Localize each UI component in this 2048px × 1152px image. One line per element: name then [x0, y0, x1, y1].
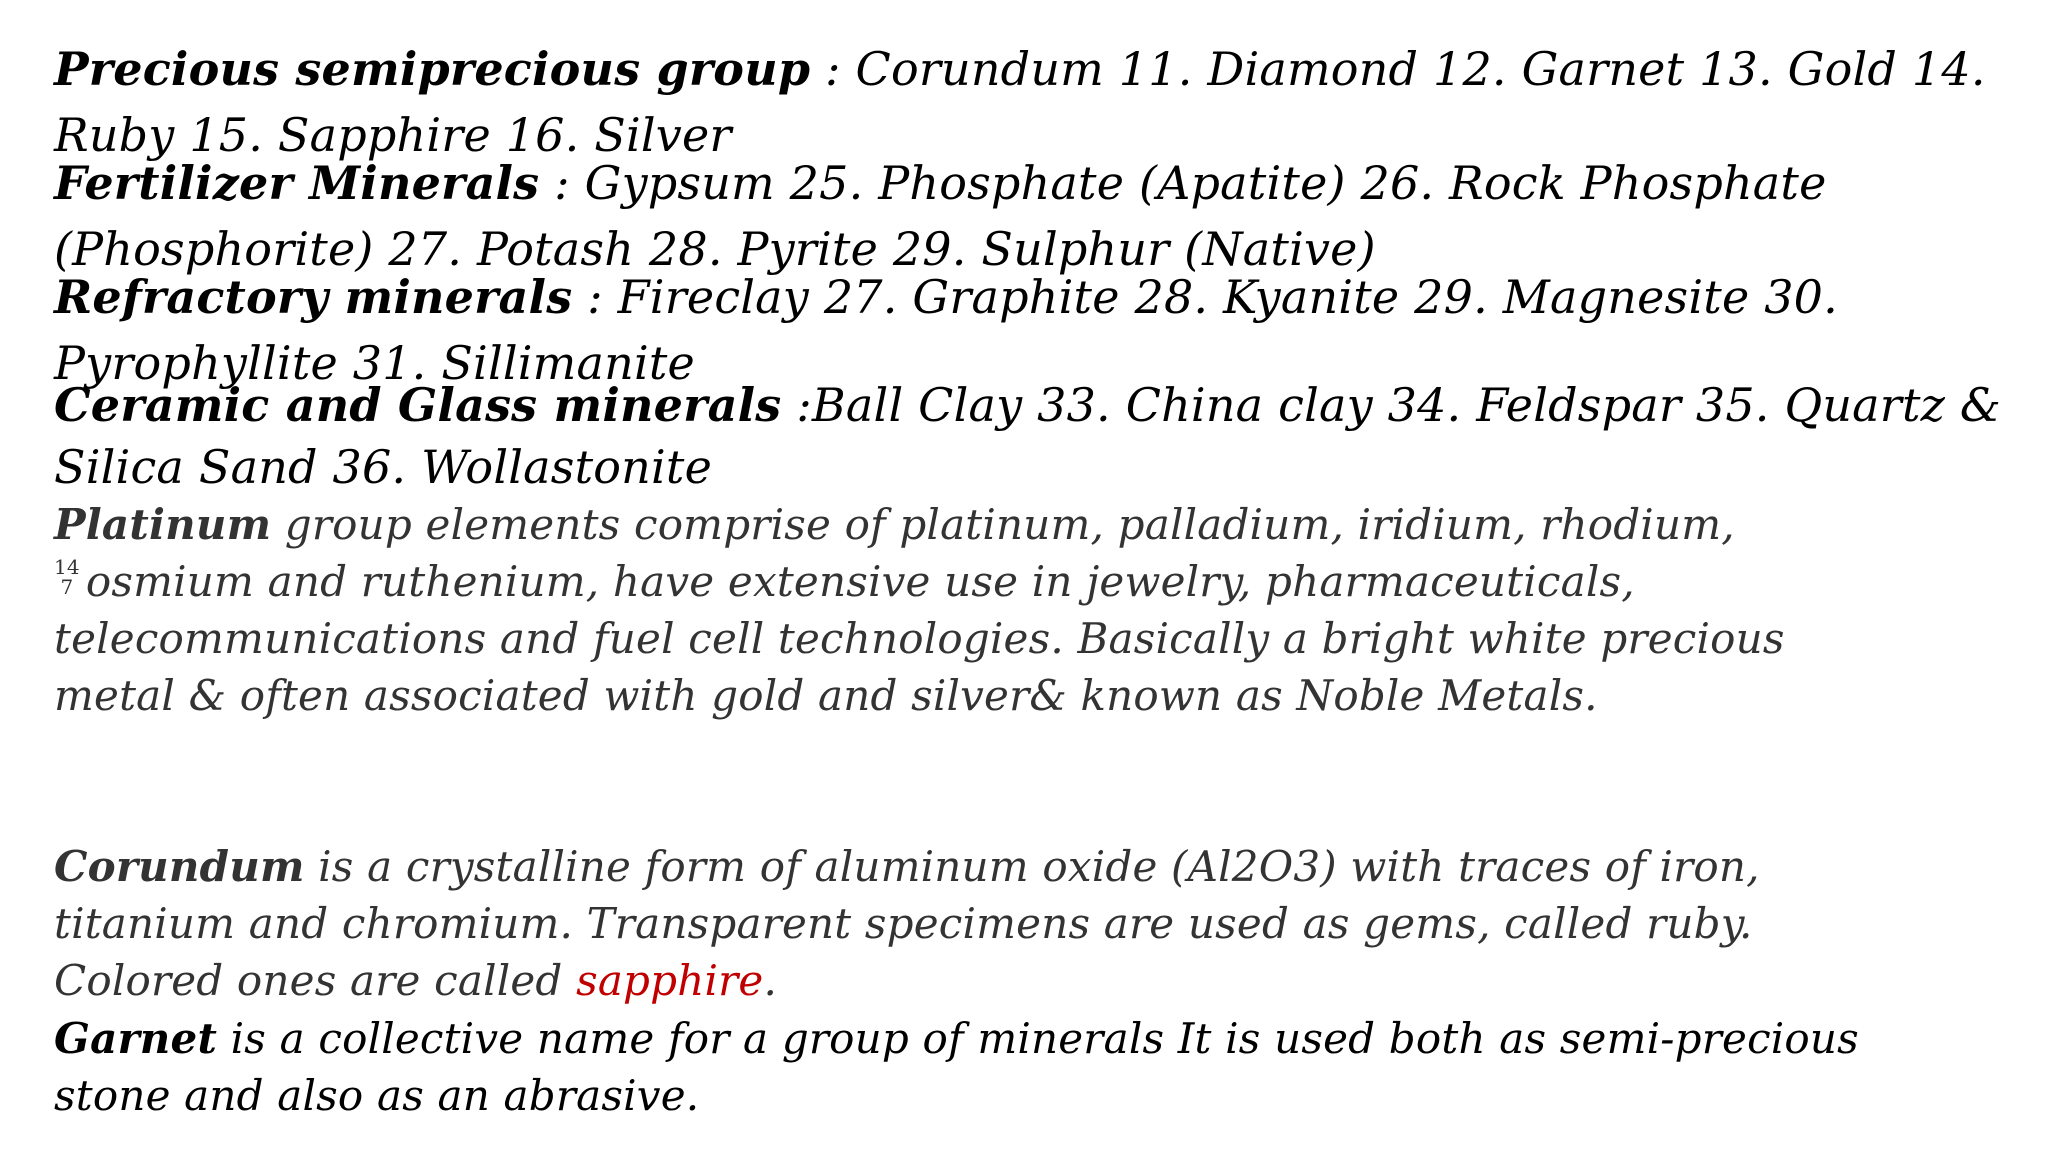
garnet-text: is a collective name for a group of minerals It is used both as semi-precious stone and also as an abrasive.: [54, 1014, 1859, 1120]
platinum-paragraph: [54, 496, 1904, 724]
corundum-paragraph: [54, 838, 1934, 1009]
platinum-term: Platinum: [54, 500, 272, 549]
corundum-text: is a crystalline form of aluminum oxide (Al2O3) with traces of iron, titanium and chromium. Transparent specimens are used as gems, called ruby. Colored ones are called: [54, 842, 1760, 1005]
group-precious-separator: :: [810, 42, 856, 96]
group-fertilizer-heading: Fertilizer Minerals: [54, 156, 540, 210]
group-refractory-separator: :: [572, 270, 618, 324]
sapphire-highlight: sapphire: [576, 956, 764, 1005]
group-fertilizer-items: Gypsum 25. Phosphate (Apatite) 26. Rock Phosphate (Phosphorite) 27. Potash 28. Pyrite 29. Sulphur (Native): [54, 156, 1827, 276]
group-precious-items: Corundum 11. Diamond 12. Garnet 13. Gold 14. Ruby 15. Sapphire 16. Silver: [54, 42, 1986, 162]
group-ceramic: [54, 374, 2014, 498]
group-refractory-items: Fireclay 27. Graphite 28. Kyanite 29. Magnesite 30. Pyrophyllite 31. Sillimanite: [54, 270, 1838, 390]
marker-bottom: 7: [60, 575, 74, 599]
corundum-term: Corundum: [54, 842, 305, 891]
group-fertilizer-separator: :: [539, 156, 585, 210]
nitrogen-isotope-marker: [54, 557, 80, 597]
group-ceramic-heading: Ceramic and Glass minerals: [54, 378, 782, 432]
platinum-text-rest: osmium and ruthenium, have extensive use in jewelry, pharmaceuticals, telecommunications and fuel cell technologies. Basically a bright white precious metal & often associated with gold and silver& known as Noble Metals.: [54, 557, 1785, 720]
group-ceramic-items: Ball Clay 33. China clay 34. Feldspar 35. Quartz & Silica Sand 36. Wollastonite: [54, 378, 2002, 494]
group-refractory-heading: Refractory minerals: [54, 270, 573, 324]
group-precious-heading: Precious semiprecious group: [54, 42, 811, 96]
group-precious: [54, 36, 2014, 168]
garnet-term: Garnet: [54, 1014, 218, 1063]
platinum-text-line1: group elements comprise of platinum, palladium, iridium, rhodium,: [271, 500, 1735, 549]
garnet-paragraph: [54, 1010, 1974, 1124]
marker-top: 14: [54, 555, 80, 579]
group-ceramic-separator: :: [781, 378, 812, 432]
corundum-end: .: [763, 956, 778, 1005]
group-fertilizer: [54, 150, 2014, 282]
